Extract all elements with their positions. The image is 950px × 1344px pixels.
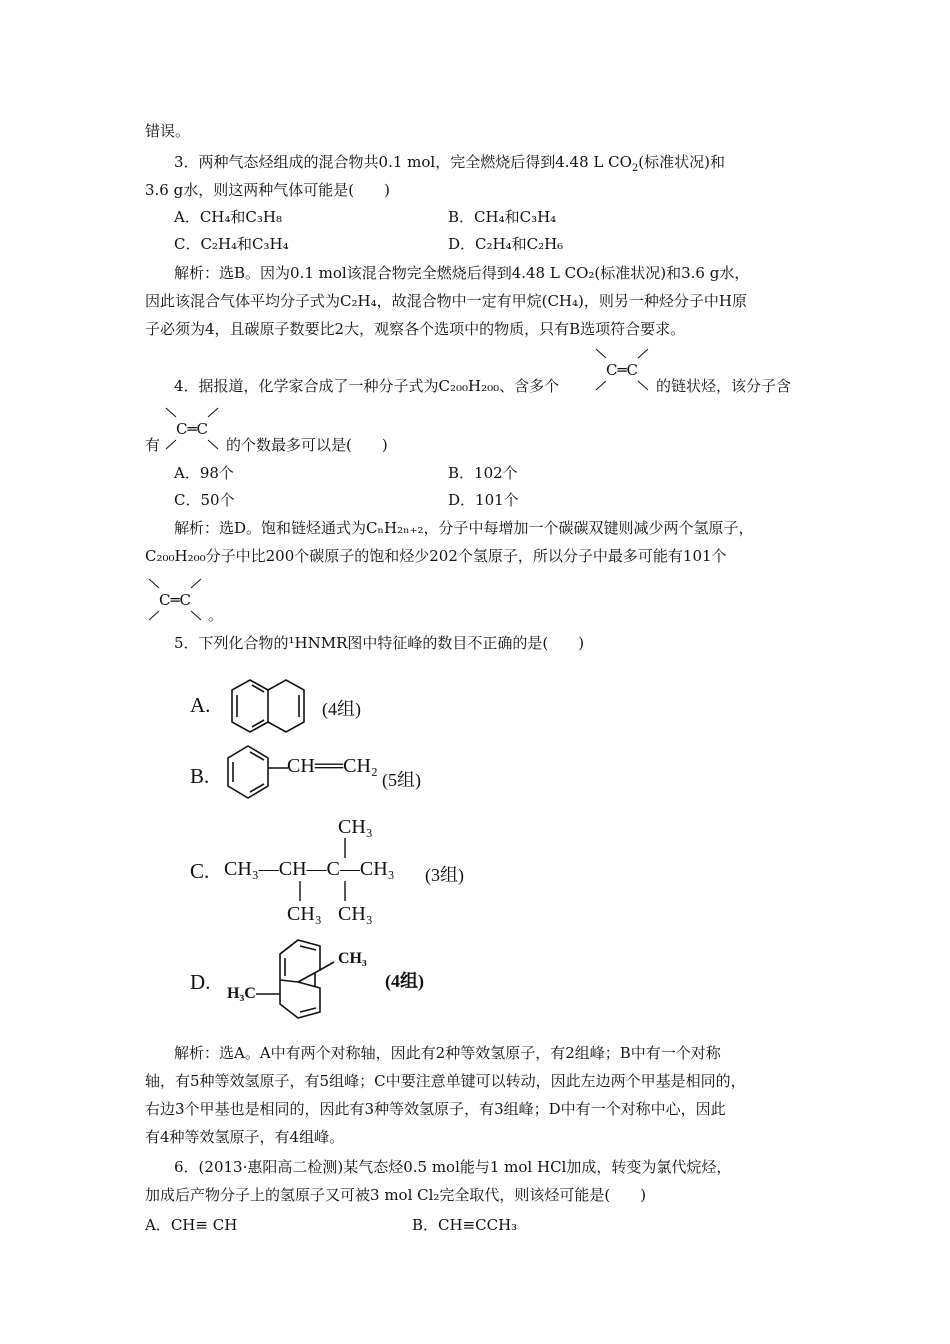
q5-option-c-top-methyl: CH₃ [338,816,373,838]
q5-option-b-chain: CH══CH₂ [287,755,378,777]
q5-option-a-label: A. [190,693,211,717]
q6-stem-line2: 加成后产物分子上的氢原子又可被3 mol Cl₂完全取代，则该烃可能是( ) [145,1186,647,1204]
q5-option-d-label: D. [190,970,211,994]
cc-double-bond-icon [592,346,652,396]
q5-option-c-bottom-methyl-1: CH₃ [287,903,322,925]
q4-option-a: A．98个 [174,464,234,482]
q3-stem-line2: 3.6 g水，则这两种气体可能是( ) [145,181,390,199]
cc-formula: C═C [606,361,638,379]
benzene-ring-icon [222,742,274,808]
q5-option-b-groups: (5组) [382,770,421,790]
bond-line [298,881,302,903]
q3-analysis-line2: 因此该混合气体平均分子式为C₂H₄，故混合物中一定有甲烷(CH₄)，则另一种烃分子中H原 [145,292,747,310]
q3-analysis-line3: 子必须为4，且碳原子数要比2大，观察各个选项中的物质，只有B选项符合要求。 [145,320,686,338]
q4-stem-line1a: 4．据报道，化学家合成了一种分子式为C₂₀₀H₂₀₀、含多个 [174,377,560,395]
q5-option-c-main-chain: CH₃—CH—C—CH₃ [224,858,395,880]
q3-option-b: B．CH₄和C₃H₄ [448,208,557,226]
q6-stem-line1: 6．(2013·惠阳高二检测)某气态烃0.5 mol能与1 mol HCl加成，转变为氯代烷烃， [174,1158,732,1176]
q4-option-b: B．102个 [448,464,518,482]
q6-option-b: B．CH≡CCH₃ [412,1216,518,1234]
q4-analysis-line3: 。 [208,606,224,624]
naphthalene-structure-icon [222,676,322,738]
q5-option-d-methyl-left: H₃C [227,985,256,1002]
q5-analysis-line3: 右边3个甲基也是相同的，因此有3种等效氢原子，有3组峰；D中有一个对称中心，因此 [145,1100,726,1118]
cc-formula: C═C [176,420,208,438]
q5-option-d-methyl-right: CH₃ [338,950,367,967]
q3-option-a: A．CH₄和C₃H₈ [174,208,282,226]
bond-line [343,881,347,903]
q5-option-c-label: C. [190,859,210,883]
q5-stem: 5．下列化合物的¹HNMR图中特征峰的数目不正确的是( ) [174,634,585,652]
q4-option-c: C．50个 [174,491,235,509]
q3-option-c: C．C₂H₄和C₃H₄ [174,235,289,253]
cc-double-bond-icon [162,405,222,455]
dimethylnaphthalene-structure-icon [276,932,336,1032]
q4-analysis-line1: 解析：选D。饱和链烃通式为CₙH₂ₙ₊₂，分子中每增加一个碳碳双键则减少两个氢原子， [174,519,754,537]
q5-option-b-label: B. [190,764,210,788]
q4-option-d: D．101个 [448,491,519,509]
q4-analysis-line2: C₂₀₀H₂₀₀分子中比200个碳原子的饱和烃少202个氢原子，所以分子中最多可能有101个 [145,547,727,565]
q4-stem-line1b: 的链状烃，该分子含 [656,377,792,395]
q5-analysis-line2: 轴，有5种等效氢原子，有5组峰；C中要注意单键可以转动，因此左边两个甲基是相同的， [145,1072,746,1090]
q5-option-c-bottom-methyl-2: CH₃ [338,903,373,925]
q5-option-a-groups: (4组) [322,699,361,719]
q6-option-a: A．CH≡ CH [145,1216,238,1234]
q4-stem-line2a: 有 [145,436,161,454]
q3-option-d: D．C₂H₄和C₂H₆ [448,235,564,253]
cc-double-bond-icon [145,576,205,626]
q3-analysis-line1: 解析：选B。因为0.1 mol该混合物完全燃烧后得到4.48 L CO₂(标准状况)和3.6 g水， [174,264,750,282]
q5-option-c-groups: (3组) [425,865,464,885]
q5-option-d-groups: (4组) [385,971,424,991]
q4-stem-line2b: 的个数最多可以是( ) [226,436,388,454]
bond-line [343,838,347,860]
q3-stem-line1: 3．两种气态烃组成的混合物共0.1 mol，完全燃烧后得到4.48 L $CO_2$(标准状况)和 [174,153,725,174]
q5-analysis-line4: 有4种等效氢原子，有4组峰。 [145,1128,345,1146]
q5-analysis-line1: 解析：选A。A中有两个对称轴，因此有2种等效氢原子，有2组峰；B中有一个对称 [174,1044,721,1062]
cc-formula: C═C [159,591,191,609]
text-line: 错误。 [145,122,191,140]
